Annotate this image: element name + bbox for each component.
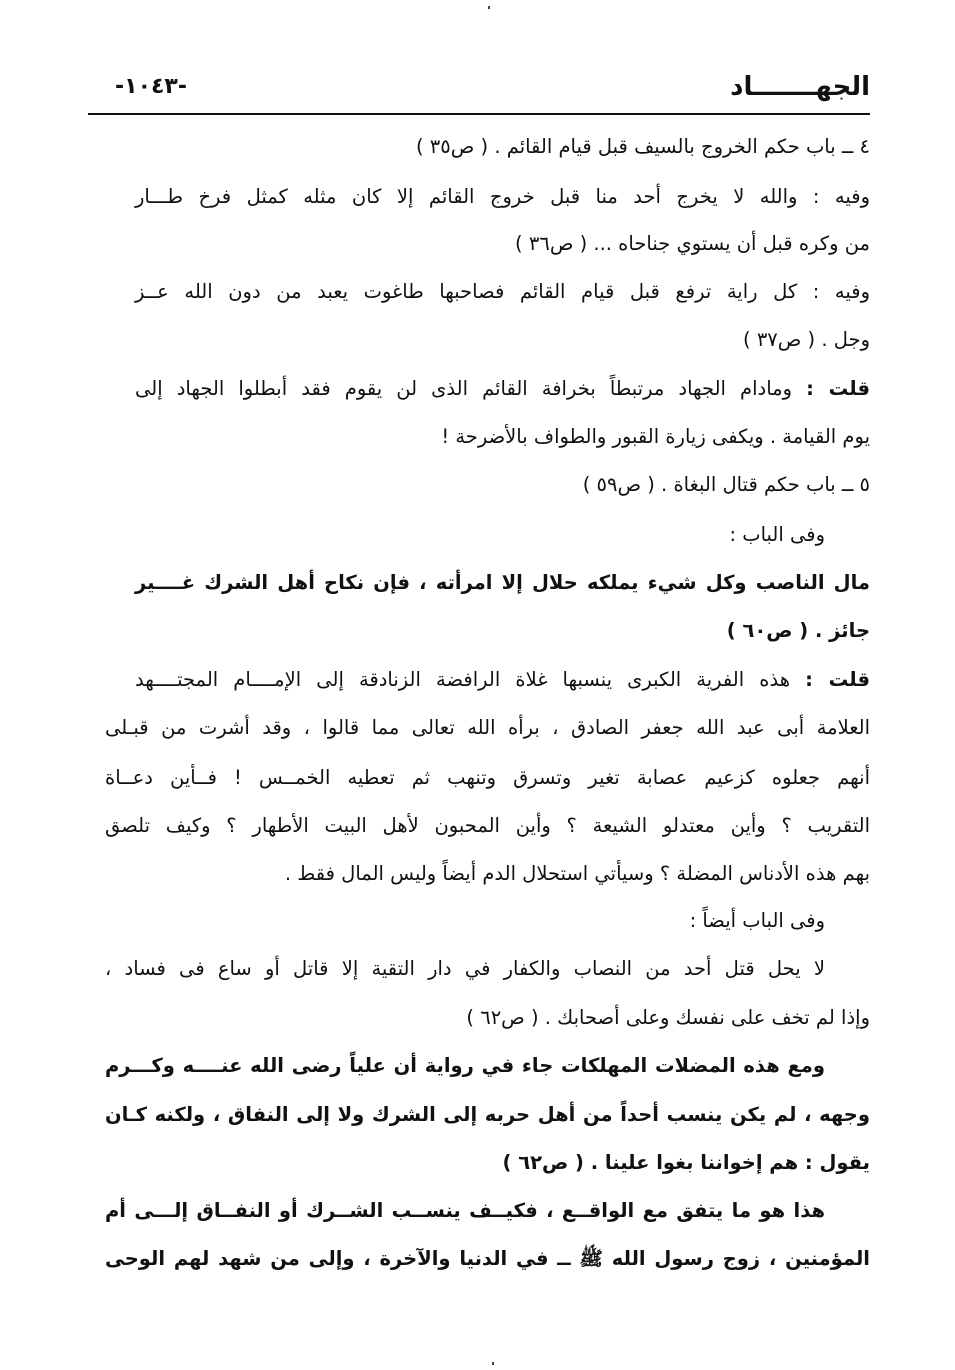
text-line: لا يحل قتل أحد من النصاب والكفار في دار التقية إلا قاتل أو ساع فى فساد ، bbox=[105, 957, 825, 980]
text-line: ٤ ــ باب حكم الخروج بالسيف قبل قيام القائم . ( ص٣٥ ) bbox=[415, 135, 870, 158]
lead-term: قلت : bbox=[806, 377, 870, 400]
text-line: أنهم جعلوه كزعيم عصابة تغير وتسرق وتنهب ثم تعطيه الخمــس ! فــأين دعــاة bbox=[105, 766, 870, 789]
running-title: الجهـــــــاد bbox=[730, 72, 870, 102]
text-line: بهم هذه الأدناس المضلة ؟ وسيأتي استحلال الدم أيضاً وليس المال فقط . bbox=[284, 862, 870, 885]
text-line: وفيه : والله لا يخرج أحد منا قبل خروج القائم إلا كان مثله كمثل فرخ طـــار bbox=[135, 185, 870, 208]
text-line: ومع هذه المضلات المهلكات جاء في رواية أن علياً رضى الله عنــــه وكـــرم bbox=[105, 1054, 825, 1077]
text-line: وجل . ( ص٣٧ ) bbox=[743, 328, 870, 351]
text-line: هذا هو ما يتفق مع الواقــع ، فكيــف ينســب الشــرك أو النفــاق إلـــى أم bbox=[105, 1199, 825, 1222]
page-header bbox=[105, 72, 870, 112]
text-line: قلت : ومادام الجهاد مرتبطاً بخرافة القائم الذى لن يقوم فقد أبطلوا الجهاد إلى bbox=[135, 377, 870, 400]
scan-speck bbox=[492, 1362, 494, 1365]
text-line: وجهه ، لم يكن ينسب أحداً من أهل حربه إلى الشرك ولا إلى النفاق ، ولكنه كـان bbox=[105, 1103, 870, 1126]
text-line: وفى الباب أيضاً : bbox=[689, 909, 825, 932]
text-line: ٥ ــ باب حكم قتال البغاة . ( ص٥٩ ) bbox=[582, 473, 870, 496]
text-line: وإذا لم تخف على نفسك وعلى أصحابك . ( ص٦٢ ) bbox=[466, 1006, 870, 1029]
text-line: وفيه : كل راية ترفع قبل قيام القائم فصاحبها طاغوت يعبد من دون الله عــز bbox=[135, 280, 870, 303]
text-line: العلامة أبى عبد الله جعفر الصادق ، برأه الله تعالى مما قالوا ، وقد أشرت من قبـلى bbox=[105, 716, 870, 739]
lead-term: قلت : bbox=[805, 668, 870, 691]
header-rule bbox=[88, 113, 870, 115]
text-line: يقول : هم إخواننا بغوا علينا . ( ص٦٢ ) bbox=[502, 1151, 870, 1174]
text-line: مال الناصب وكل شيء يملكه حلال إلا امرأته ، فإن نكاح أهل الشرك غــــير bbox=[135, 571, 870, 594]
page-number: -١٠٤٣- bbox=[115, 74, 187, 99]
text-line: المؤمنين ، زوج رسول الله ﷺ ــ في الدنيا والآخرة ، وإلى من شهد لهم الوحى bbox=[105, 1247, 870, 1270]
text-line: من وكره قبل أن يستوي جناحاه ... ( ص٣٦ ) bbox=[515, 232, 870, 255]
text-line: التقريب ؟ وأين معتدلو الشيعة ؟ وأين المحبون لأهل البيت الأطهار ؟ وكيف تلصق bbox=[105, 814, 870, 837]
text-line: وفى الباب : bbox=[729, 523, 825, 546]
text-line: يوم القيامة . ويكفى زيارة القبور والطواف بالأضرحة ! bbox=[441, 425, 870, 448]
text-line: قلت : هذه الفرية الكبرى ينسبها غلاة الرافضة الزنادقة إلى الإمــــام المجتــــهد bbox=[135, 668, 870, 691]
scan-speck bbox=[488, 6, 490, 9]
text-line: جائز . ( ص٦٠ ) bbox=[726, 619, 870, 642]
